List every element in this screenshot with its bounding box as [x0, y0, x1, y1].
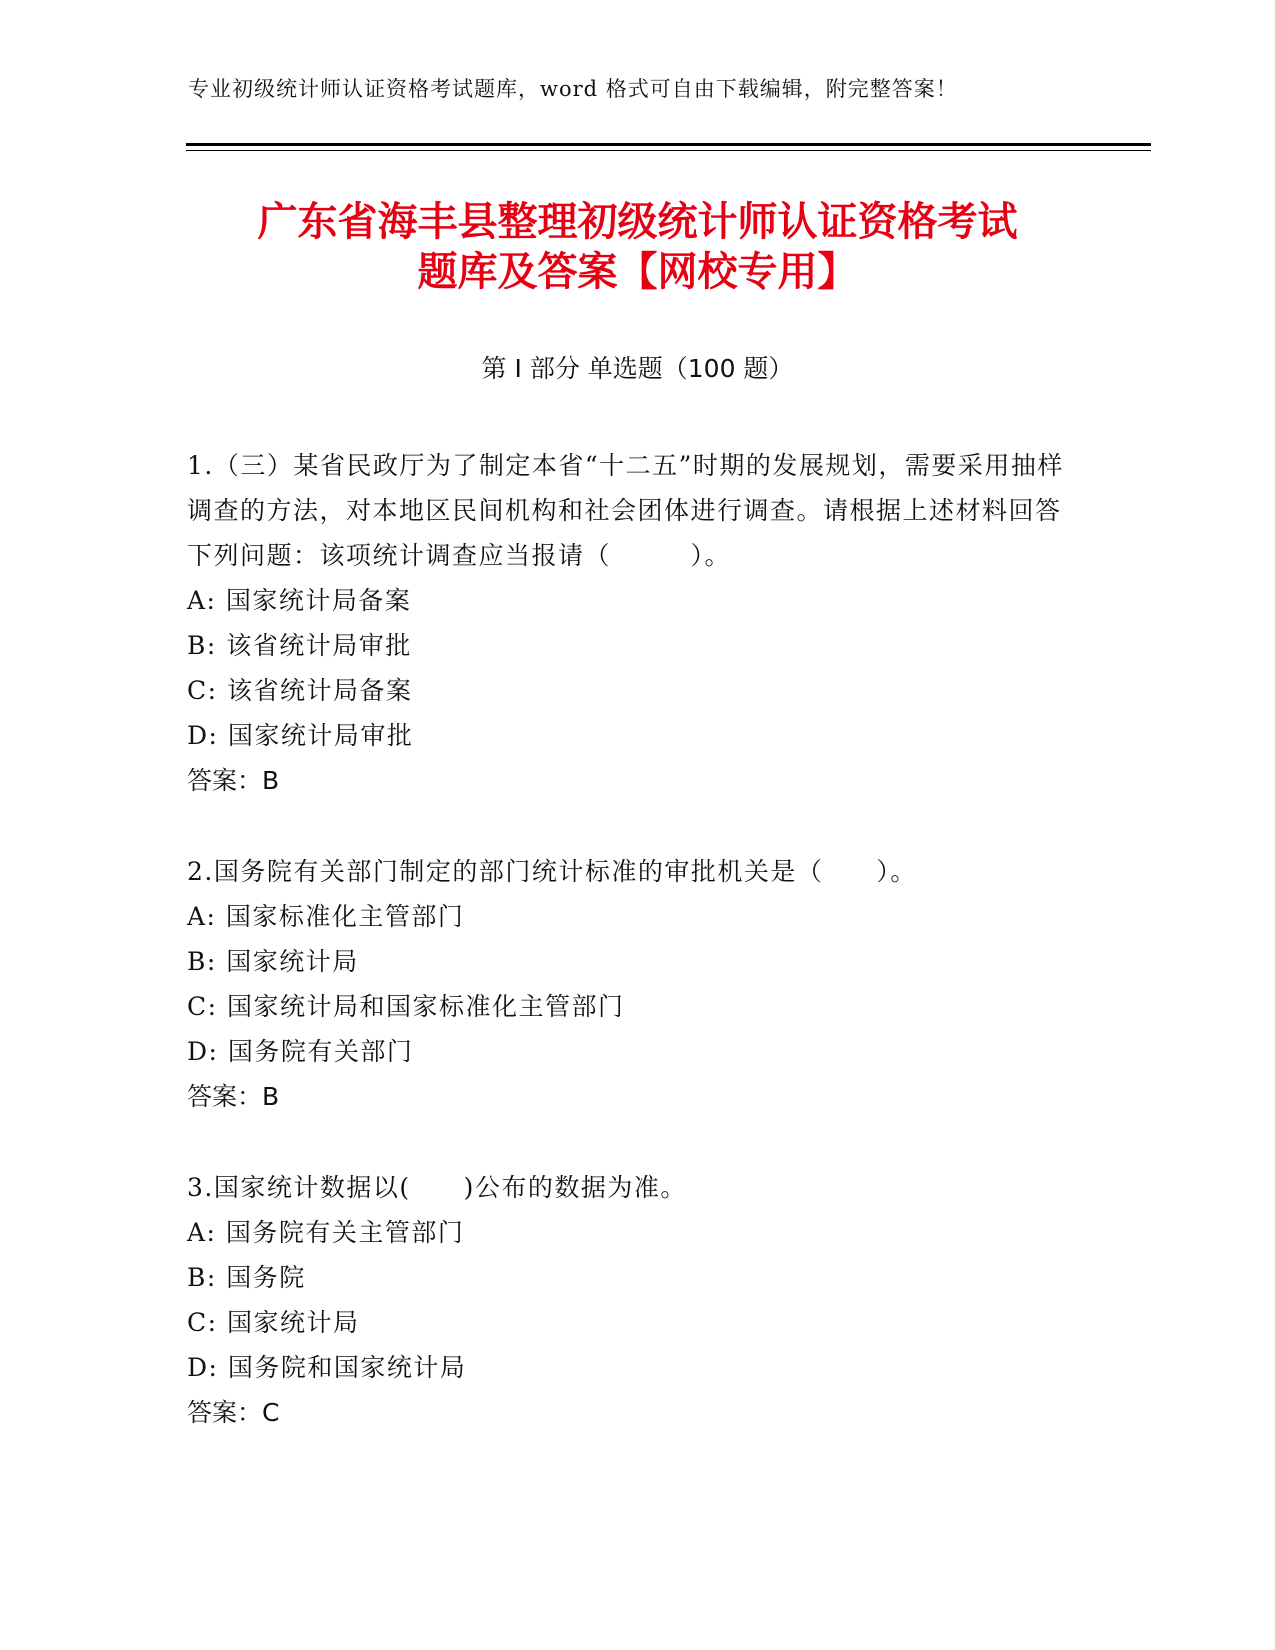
option-c: C: 国家统计局和国家标准化主管部门: [187, 992, 625, 1021]
header-divider-thick: [186, 143, 1151, 146]
question-stem: 1.（三）某省民政厅为了制定本省“十二五”时期的发展规划，需要采用抽样调查的方法，对本地区民间机构和社会团体进行调查。请根据上述材料回答下列问题：该项统计调查应当报请（ ）。: [187, 451, 1064, 570]
document-title: [150, 197, 1125, 297]
question-2: [187, 849, 1067, 1119]
answer: 答案：B: [187, 766, 280, 795]
option-b: B: 国家统计局: [187, 947, 359, 976]
header-note: 专业初级统计师认证资格考试题库，word 格式可自由下载编辑，附完整答案！: [188, 77, 958, 101]
question-3: [187, 1165, 1067, 1435]
answer: 答案：B: [187, 1082, 280, 1111]
option-b: B: 该省统计局审批: [187, 631, 412, 660]
question-stem: 2.国务院有关部门制定的部门统计标准的审批机关是（ ）。: [187, 857, 917, 886]
option-c: C: 国家统计局: [187, 1308, 360, 1337]
option-a: A: 国家统计局备案: [187, 586, 412, 615]
question-1: [187, 443, 1067, 803]
document-title-line-1: 广东省海丰县整理初级统计师认证资格考试: [257, 199, 1018, 245]
option-d: D: 国家统计局审批: [187, 721, 414, 750]
document-title-line-2: 题库及答案【网校专用】: [417, 249, 858, 295]
question-stem: 3.国家统计数据以( )公布的数据为准。: [187, 1173, 687, 1202]
section-heading: 第 I 部分 单选题（100 题）: [481, 354, 794, 383]
option-b: B: 国务院: [187, 1263, 306, 1292]
header-divider-thin: [186, 150, 1151, 151]
option-d: D: 国务院和国家统计局: [187, 1353, 467, 1382]
option-a: A: 国务院有关主管部门: [187, 1218, 465, 1247]
option-c: C: 该省统计局备案: [187, 676, 413, 705]
question-list: [187, 443, 1067, 1481]
option-a: A: 国家标准化主管部门: [187, 902, 465, 931]
answer: 答案：C: [187, 1398, 280, 1427]
option-d: D: 国务院有关部门: [187, 1037, 414, 1066]
